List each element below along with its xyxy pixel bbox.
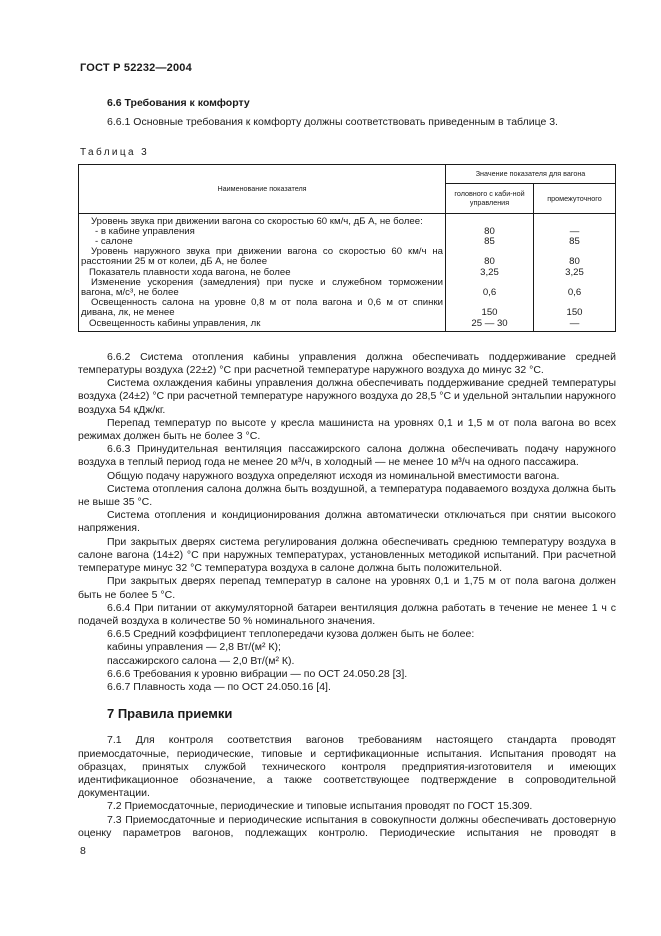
table-cell-name: - в кабине управления — [79, 227, 446, 237]
table-header-name: Наименование показателя — [79, 164, 446, 213]
section-7-heading: 7 Правила приемки — [107, 706, 233, 722]
table-cell-head-car: 85 — [446, 237, 534, 247]
table-header-head-car: головного с каби-ной управления — [446, 183, 534, 213]
table-cell-mid-car: 150 — [534, 298, 616, 318]
table-cell-name: Уровень звука при движении вагона со скоростью 60 км/ч, дБ А, не более: — [79, 213, 446, 227]
table-cell-name: Показатель плавности хода вагона, не более — [79, 268, 446, 278]
paragraph-cabin-cooling: Система охлаждения кабины управления должна обеспечивать поддерживание средней температуры воздуха (24±2) °С при расчетной температуре наружного воздуха до 28,5 °С и удельной энтальпии наружного воздуха 54 кДж/кг. — [78, 377, 616, 416]
paragraph-air-supply: Общую подачу наружного воздуха определяют исходя из номинальной вместимости вагона. — [107, 469, 560, 482]
table-cell-mid-car: — — [534, 319, 616, 332]
table-cell-name: - салоне — [79, 237, 446, 247]
table-cell-name: Освещенность салона на уровне 0,8 м от пола вагона и 0,6 м от спинки дивана, лк, не менее — [79, 298, 446, 318]
table-cell-mid-car: 0,6 — [534, 278, 616, 298]
table-cell-head-car: 3,25 — [446, 268, 534, 278]
section-6-6-heading: 6.6 Требования к комфорту — [107, 97, 250, 109]
paragraph-6-6-5: 6.6.5 Средний коэффициент теплопередачи кузова должен быть не более: — [107, 628, 475, 641]
table-cell-mid-car: 3,25 — [534, 268, 616, 278]
paragraph-closed-doors-drop: При закрытых дверях перепад температур в салоне на уровнях 0,1 и 1,75 м от пола вагона должен быть не более 5 °С. — [78, 575, 616, 601]
table-cell-mid-car — [534, 213, 616, 227]
paragraph-salon-heating: Система отопления салона должна быть воздушной, а температура подаваемого воздуха должна быть не выше 35 °С. — [78, 482, 616, 509]
paragraph-7-2: 7.2 Приемосдаточные, периодические и типовые испытания проводят по ГОСТ 15.309. — [107, 800, 533, 813]
table-header-mid-car: промежуточного — [534, 183, 616, 213]
page-content — [78, 97, 616, 840]
table-cell-head-car: 25 — 30 — [446, 319, 534, 332]
table-3 — [78, 164, 616, 332]
paragraph-6-6-2: 6.6.2 Система отопления кабины управления должна обеспечивать поддерживание средней температуры воздуха (22±2) °С при расчетной температуре наружного воздуха до минус 32 °С. — [78, 350, 616, 377]
page-number: 8 — [80, 845, 86, 857]
table-header-group: Значение показателя для вагона — [446, 164, 616, 183]
table-cell-name: Изменение ускорения (замедления) при пуске и служебном торможении вагона, м/с³, не более — [79, 278, 446, 298]
table-caption: Таблица 3 — [80, 147, 150, 159]
table-row — [79, 278, 616, 298]
paragraph-temperature-drop: Перепад температур по высоте у кресла машиниста на уровнях 0,1 и 1,5 м от пола вагона во всех режимах должен быть не более 3 °С. — [78, 416, 616, 443]
document-header: ГОСТ Р 52232—2004 — [80, 62, 192, 74]
table-cell-mid-car: 80 — [534, 247, 616, 267]
table-cell-head-car: 150 — [446, 298, 534, 318]
paragraph-7-1: 7.1 Для контроля соответствия вагонов требованиям настоящего стандарта проводят приемосдаточные, периодические, типовые и сертификационные испытания. Испытания проводят на образцах, принятых службой технического контроля предприятия-изготовителя и имеющих идентификационное обозначение, а также соответствующее подтверждение в сопроводительной документации. — [78, 734, 616, 800]
table-cell-name: Уровень наружного звука при движении вагона со скоростью 60 км/ч на расстоянии 25 м от колеи, дБ А, не более — [79, 247, 446, 267]
paragraph-6-6-7: 6.6.7 Плавность хода — по ОСТ 24.050.16 [4]. — [107, 680, 331, 693]
table-cell-head-car: 80 — [446, 247, 534, 267]
table-cell-mid-car: — — [534, 227, 616, 237]
table-cell-head-car — [446, 213, 534, 227]
paragraph-7-3: 7.3 Приемосдаточные и периодические испытания в совокупности должны обеспечивать достоверную оценку параметров вагонов, подлежащих контролю. Периодические испытания не проводят в — [78, 813, 616, 839]
table-row — [79, 247, 616, 267]
table-row — [79, 319, 616, 332]
table-cell-head-car: 80 — [446, 227, 534, 237]
paragraph-auto-shutdown: Система отопления и кондиционирования должна автоматически отключаться при снятии высокого напряжения. — [78, 509, 616, 535]
table-row — [79, 227, 616, 237]
table-cell-name: Освещенность кабины управления, лк — [79, 319, 446, 332]
table-cell-head-car: 0,6 — [446, 278, 534, 298]
paragraph-6-6-3: 6.6.3 Принудительная вентиляция пассажирского салона должна обеспечивать подачу наружного воздуха в теплый период года не менее 20 м³/ч, в холодный — не менее 10 м³/ч на одного пассажира. — [78, 443, 616, 469]
table-row — [79, 298, 616, 318]
paragraph-6-6-4: 6.6.4 При питании от аккумуляторной батареи вентиляция должна работать в течение не менее 1 ч с подачей воздуха в количестве 50 % номинального значения. — [78, 601, 616, 627]
paragraph-6-6-1: 6.6.1 Основные требования к комфорту должны соответствовать приведенным в таблице 3. — [107, 116, 558, 129]
paragraph-closed-doors-temp: При закрытых дверях система регулирования должна обеспечивать среднюю температуру воздуха в салоне вагона (14±2) °С при наружных температурах, установленных методикой испытаний. При расчетной температуре минус 32 °С температура воздуха в салоне должна быть положительной. — [78, 535, 616, 575]
table-cell-mid-car: 85 — [534, 237, 616, 247]
paragraph-salon-coefficient: пассажирского салона — 2,0 Вт/(м² К). — [107, 654, 295, 667]
table-row — [79, 213, 616, 227]
paragraph-6-6-6: 6.6.6 Требования к уровню вибрации — по ОСТ 24.050.28 [3]. — [107, 667, 408, 680]
paragraph-cabin-coefficient: кабины управления — 2,8 Вт/(м² К); — [107, 641, 281, 654]
